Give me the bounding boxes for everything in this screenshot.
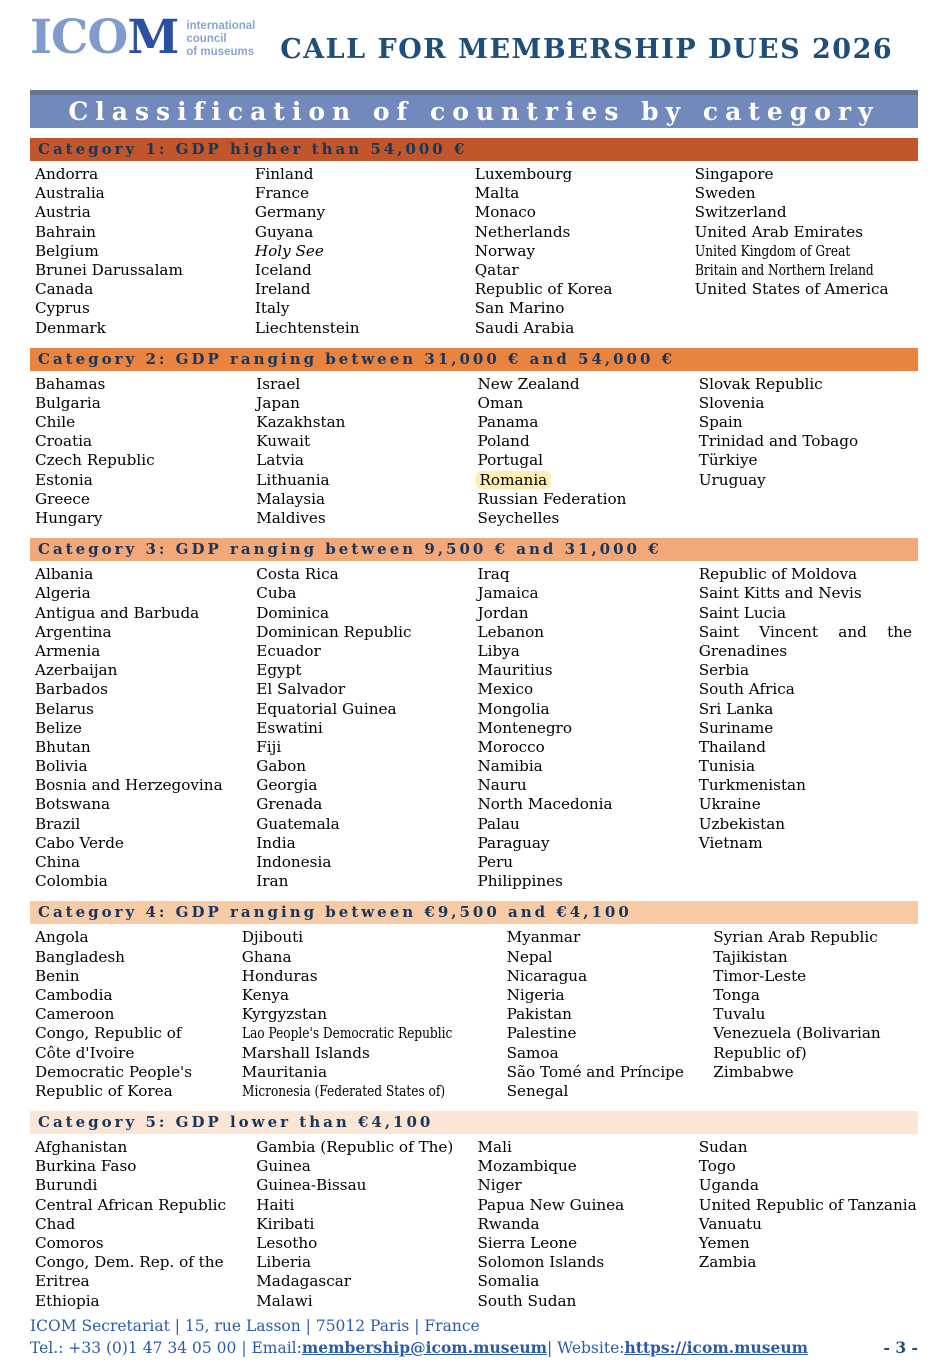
country-item: Cuba: [256, 584, 297, 603]
country-item: Canada: [35, 280, 94, 299]
country-item: Nepal: [506, 947, 553, 966]
country-item: Belgium: [35, 241, 99, 260]
country-item: Zimbabwe: [713, 1062, 794, 1081]
country-item: Republic of): [713, 1043, 807, 1062]
icom-logo: [30, 12, 255, 64]
country-column: [256, 565, 475, 891]
category-section-5: [30, 1111, 918, 1311]
country-item: France: [254, 184, 309, 203]
country-item: Dominica: [256, 603, 330, 622]
country-item: India: [256, 833, 296, 852]
country-item: Democratic People's: [35, 1062, 193, 1081]
country-item: Saudi Arabia: [474, 318, 575, 337]
country-item: Tajikistan: [713, 947, 788, 966]
country-item: Liechtenstein: [254, 318, 360, 337]
country-item: Samoa: [506, 1043, 559, 1062]
country-item: United States of America: [694, 280, 889, 299]
country-grid: [30, 165, 918, 338]
country-item: Ireland: [254, 280, 311, 299]
country-item: Kiribati: [256, 1214, 315, 1233]
country-item: Libya: [477, 641, 520, 660]
country-item: Namibia: [477, 757, 543, 776]
country-column: [478, 565, 697, 891]
country-item-highlighted: Romania: [478, 471, 697, 490]
country-item: Barbados: [35, 680, 108, 699]
country-item: Indonesia: [256, 853, 332, 871]
country-item: Mongolia: [477, 699, 550, 718]
country-item: Nauru: [477, 776, 527, 795]
country-item: Ecuador: [256, 641, 321, 660]
country-item: Portugal: [477, 451, 544, 470]
country-item: Tonga: [713, 985, 760, 1004]
country-item: Mauritania: [241, 1062, 328, 1081]
country-item: Bangladesh: [35, 947, 125, 966]
country-column: [255, 165, 473, 338]
footer-contact-line: [30, 1337, 918, 1359]
country-item: Uganda: [698, 1176, 759, 1195]
country-item: Philippines: [477, 872, 563, 891]
country-item: El Salvador: [256, 680, 346, 699]
country-item: Monaco: [474, 203, 536, 222]
footer-website-link[interactable]: https://icom.museum: [624, 1337, 809, 1357]
country-item: Qatar: [474, 260, 519, 279]
country-column: [256, 1138, 475, 1311]
country-item: Timor-Leste: [713, 966, 807, 985]
country-item: Djibouti: [241, 928, 304, 947]
country-item: Bolivia: [35, 757, 88, 776]
footer: [30, 1316, 918, 1359]
country-item: Norway: [474, 241, 536, 260]
country-item: Albania: [35, 565, 94, 584]
country-item: Uruguay: [698, 470, 766, 489]
country-grid: [30, 1138, 918, 1311]
category-section-2: [30, 348, 918, 529]
country-item: Venezuela (Bolivarian: [713, 1024, 881, 1043]
country-item: Saint Vincent and the: [698, 622, 912, 641]
country-item: Burundi: [35, 1176, 98, 1195]
category-banner: Category 5: GDP lower than €4,100: [30, 1111, 918, 1134]
country-item: Fiji: [256, 737, 282, 756]
country-item: Vanuatu: [698, 1214, 762, 1233]
country-item: Australia: [35, 184, 105, 203]
country-item: Syrian Arab Republic: [713, 928, 878, 947]
country-item: Belize: [35, 718, 82, 737]
country-column: [507, 928, 712, 1101]
country-item: Netherlands: [474, 222, 571, 241]
country-item: Gabon: [256, 757, 307, 776]
country-item: Burkina Faso: [35, 1157, 137, 1176]
country-item: Oman: [477, 393, 524, 412]
country-item: Republic of Korea: [35, 1081, 173, 1100]
country-item: Vietnam: [698, 833, 763, 852]
country-item: Armenia: [35, 641, 101, 660]
country-item: Jordan: [477, 603, 529, 622]
country-item: Iran: [256, 872, 289, 891]
country-item: Argentina: [35, 622, 112, 641]
country-item: South Sudan: [477, 1291, 577, 1310]
country-item: Austria: [35, 203, 91, 222]
country-item: Paraguay: [477, 833, 550, 852]
country-item: United Republic of Tanzania: [698, 1195, 917, 1214]
country-item: Mauritius: [477, 661, 553, 680]
country-item: Sri Lanka: [698, 699, 774, 718]
country-item: Honduras: [241, 966, 318, 985]
country-item: North Macedonia: [477, 795, 613, 814]
country-item: Papua New Guinea: [477, 1195, 625, 1214]
classification-banner: [30, 90, 918, 128]
country-item: Italy: [254, 299, 290, 318]
country-item: Congo, Republic of: [35, 1024, 182, 1043]
country-item: Türkiye: [698, 451, 758, 470]
country-item: Greece: [35, 489, 90, 508]
country-item: Eswatini: [256, 718, 323, 737]
country-item: Solomon Islands: [477, 1253, 605, 1272]
country-item: Morocco: [477, 737, 545, 756]
country-item: Bahrain: [35, 222, 96, 241]
country-item: Equatorial Guinea: [256, 699, 397, 718]
country-item: Côte d'Ivoire: [35, 1043, 135, 1062]
country-item: Guinea: [256, 1157, 311, 1176]
country-item: Panama: [477, 413, 539, 432]
country-column: [35, 565, 254, 891]
country-item: Myanmar: [506, 928, 581, 947]
icom-tagline: [186, 20, 255, 59]
country-item: Bulgaria: [35, 393, 101, 412]
category-banner: Category 2: GDP ranging between 31,000 € and 54,000 €: [30, 348, 918, 371]
country-grid: [30, 928, 918, 1101]
classification-banner-title: Classification of countries by category: [68, 97, 880, 126]
country-item: Montenegro: [477, 718, 572, 737]
country-item: Liberia: [256, 1253, 312, 1272]
country-item: Central African Republic: [35, 1195, 226, 1214]
country-item: Dominican Republic: [256, 622, 412, 641]
country-item: Palestine: [506, 1024, 577, 1043]
country-item: Bhutan: [35, 737, 91, 756]
country-column: [478, 1138, 697, 1311]
category-banner: Category 4: GDP ranging between €9,500 and €4,100: [30, 901, 918, 924]
country-item: Guinea-Bissau: [256, 1176, 367, 1195]
country-column: [695, 165, 918, 338]
country-item: Iceland: [254, 260, 312, 279]
country-item: Chile: [35, 413, 76, 432]
country-item: Nigeria: [506, 985, 565, 1004]
category-banner: Category 1: GDP higher than 54,000 €: [30, 138, 918, 161]
country-grid: [30, 565, 918, 891]
country-item: Hungary: [35, 509, 103, 527]
country-item: Trinidad and Tobago: [698, 432, 859, 451]
country-item: Peru: [477, 853, 514, 871]
country-item: South Africa: [698, 680, 795, 699]
country-item: Maldives: [256, 509, 326, 527]
country-item: Denmark: [35, 318, 106, 337]
country-item: Ethiopia: [35, 1291, 100, 1310]
icom-tagline-line3: of museums: [186, 46, 255, 58]
country-item: Ghana: [241, 947, 292, 966]
country-column: [256, 375, 475, 529]
country-item: Cabo Verde: [35, 833, 124, 852]
country-item: Egypt: [256, 661, 302, 680]
country-item: Antigua and Barbuda: [35, 603, 200, 622]
country-item: Angola: [35, 928, 89, 947]
country-item: Tunisia: [698, 757, 756, 776]
country-item: Mozambique: [477, 1157, 577, 1176]
country-item: Croatia: [35, 432, 93, 451]
category-section-3: [30, 538, 918, 891]
country-item: Lao People's Democratic Republic: [241, 1024, 452, 1043]
country-item: Haiti: [256, 1195, 295, 1214]
country-item: Sierra Leone: [477, 1234, 578, 1252]
country-item: Andorra: [35, 165, 99, 183]
country-item: Afghanistan: [35, 1138, 128, 1157]
footer-address: ICOM Secretariat | 15, rue Lasson | 75012 Paris | France: [30, 1316, 480, 1335]
country-item: Cyprus: [35, 299, 90, 318]
country-item: Yemen: [698, 1234, 750, 1252]
footer-website-label: | Website:: [547, 1338, 625, 1357]
country-item: Lesotho: [256, 1234, 318, 1252]
country-item: Lithuania: [256, 470, 330, 489]
country-item: Cameroon: [35, 1005, 115, 1024]
icom-wordmark: [30, 12, 178, 64]
country-item: Thailand: [698, 737, 766, 756]
country-item: Ukraine: [698, 795, 761, 814]
country-item: Cambodia: [35, 985, 113, 1004]
header: [30, 12, 918, 76]
country-item: Algeria: [35, 584, 91, 603]
country-column: [475, 165, 693, 338]
country-item: Guatemala: [256, 814, 340, 833]
country-item: Pakistan: [506, 1005, 572, 1024]
country-item: Bosnia and Herzegovina: [35, 776, 223, 795]
country-item: China: [35, 853, 81, 871]
country-item: Israel: [256, 374, 301, 393]
category-banner: Category 3: GDP ranging between 9,500 € and 31,000 €: [30, 538, 918, 561]
country-item: Grenada: [256, 795, 323, 814]
country-item: Eritrea: [35, 1272, 90, 1291]
country-item: Malta: [474, 184, 520, 203]
country-item: Holy See: [254, 241, 324, 260]
document-title: CALL FOR MEMBERSHIP DUES 2026: [280, 34, 894, 65]
country-item: Belarus: [35, 699, 94, 718]
country-item: New Zealand: [477, 374, 580, 393]
country-item: Switzerland: [694, 203, 787, 222]
country-item: Latvia: [256, 451, 304, 470]
country-item: Togo: [698, 1157, 736, 1176]
country-item: Guyana: [254, 222, 314, 241]
country-item: Jamaica: [477, 584, 539, 603]
country-item: Germany: [254, 203, 326, 222]
country-item: United Kingdom of Great: [694, 241, 850, 260]
country-item: Kazakhstan: [256, 413, 346, 432]
country-column: [699, 1138, 918, 1311]
country-item: Gambia (Republic of The): [256, 1138, 454, 1157]
country-item: Turkmenistan: [698, 776, 806, 795]
country-item: Grenadines: [698, 641, 788, 660]
country-item: Malawi: [256, 1291, 313, 1310]
category-section-4: [30, 901, 918, 1101]
page-number: - 3 -: [883, 1337, 918, 1357]
country-item: Uzbekistan: [698, 814, 786, 833]
country-item: Micronesia (Federated States of): [241, 1081, 445, 1100]
country-item: Sweden: [694, 184, 756, 203]
country-item: Chad: [35, 1214, 76, 1233]
country-item: Britain and Northern Ireland: [694, 260, 874, 279]
country-grid: [30, 375, 918, 529]
country-item: Russian Federation: [477, 489, 627, 508]
country-item: Saint Kitts and Nevis: [698, 584, 862, 603]
country-item: United Arab Emirates: [694, 222, 864, 241]
country-column: [35, 1138, 254, 1311]
country-item: Finland: [254, 165, 314, 183]
country-item: Seychelles: [477, 509, 560, 527]
country-column: [35, 375, 254, 529]
country-item: Congo, Dem. Rep. of the: [35, 1253, 224, 1272]
country-item: Mali: [477, 1138, 512, 1157]
country-item: Tuvalu: [713, 1005, 766, 1024]
country-item: São Tomé and Príncipe: [506, 1062, 684, 1081]
country-item: Republic of Moldova: [698, 565, 858, 584]
country-item: Brazil: [35, 814, 81, 833]
country-item: Somalia: [477, 1272, 540, 1291]
country-item: Serbia: [698, 661, 750, 680]
country-item: Kyrgyzstan: [241, 1005, 327, 1024]
country-item: Botswana: [35, 795, 111, 814]
country-item: Bahamas: [35, 374, 106, 393]
country-item: Mexico: [477, 680, 534, 699]
country-item: Azerbaijan: [35, 661, 118, 680]
country-column: [478, 375, 697, 529]
icom-tagline-line2: council: [186, 33, 227, 45]
category-section-1: [30, 138, 918, 338]
country-column: [699, 565, 918, 891]
footer-tel-email-label: Tel.: +33 (0)1 47 34 05 00 | Email:: [30, 1338, 302, 1357]
country-item: Slovenia: [698, 393, 765, 412]
country-item: Marshall Islands: [241, 1043, 370, 1062]
country-item: Georgia: [256, 776, 318, 795]
country-item: Suriname: [698, 718, 774, 737]
country-item: Japan: [256, 393, 300, 412]
country-item: Sudan: [698, 1138, 748, 1157]
icom-wordmark-dark: M: [127, 10, 179, 65]
country-item: Kenya: [241, 985, 290, 1004]
icom-tagline-line1: international: [186, 20, 256, 32]
country-item: Republic of Korea: [474, 280, 613, 299]
country-item: San Marino: [474, 299, 565, 318]
country-item: Zambia: [698, 1253, 757, 1272]
country-item: Luxembourg: [474, 165, 573, 183]
footer-email-link[interactable]: membership@icom.museum: [301, 1337, 548, 1357]
country-item: Estonia: [35, 470, 93, 489]
country-column: [699, 375, 918, 529]
categories: [30, 138, 918, 1311]
country-item: Benin: [35, 966, 80, 985]
country-item: Brunei Darussalam: [35, 260, 183, 279]
country-item: Kuwait: [256, 432, 311, 451]
country-item: Iraq: [477, 565, 510, 584]
country-item: Slovak Republic: [698, 374, 823, 393]
country-column: [35, 928, 240, 1101]
country-column: [35, 165, 253, 338]
country-item: Colombia: [35, 872, 108, 891]
country-item: Palau: [477, 814, 520, 833]
country-item: Saint Lucia: [698, 603, 787, 622]
country-item: Madagascar: [256, 1272, 352, 1291]
country-item: Singapore: [694, 165, 774, 183]
country-item: Malaysia: [256, 489, 326, 508]
country-item: Rwanda: [477, 1214, 540, 1233]
country-item: Senegal: [506, 1081, 569, 1100]
country-item: Poland: [477, 432, 530, 451]
country-item: Nicaragua: [506, 966, 588, 985]
country-item: Czech Republic: [35, 451, 155, 470]
country-item: Comoros: [35, 1234, 104, 1252]
country-column: [242, 928, 505, 1101]
icom-wordmark-light: ICO: [30, 10, 128, 65]
country-item: Lebanon: [477, 622, 545, 641]
country-item: Costa Rica: [256, 565, 339, 584]
country-item: Niger: [477, 1176, 522, 1195]
country-column: [713, 928, 918, 1101]
country-item: Spain: [698, 413, 743, 432]
